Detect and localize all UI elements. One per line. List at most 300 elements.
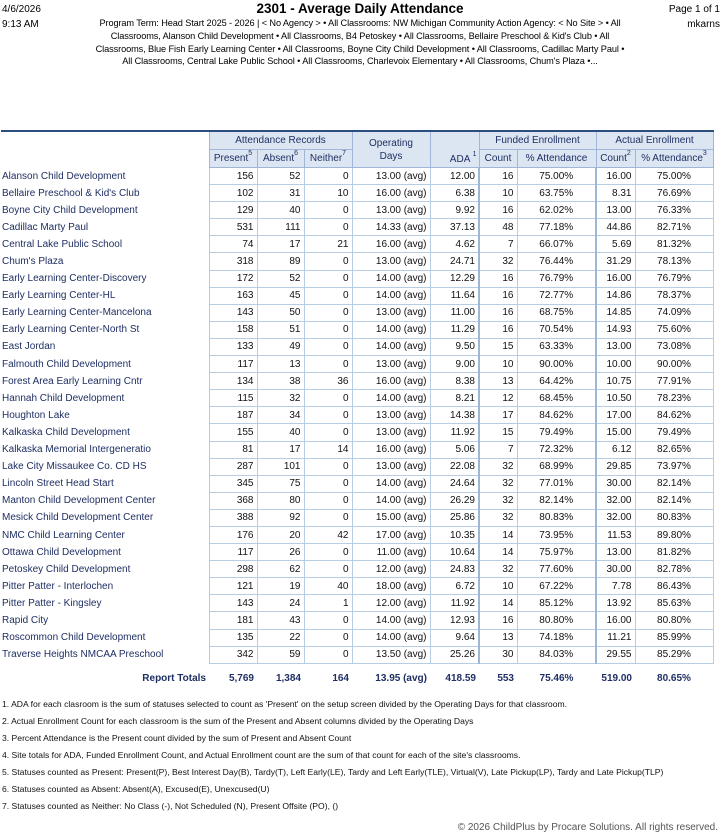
row-name: Roscommon Child Development bbox=[2, 632, 146, 644]
table-row bbox=[1, 304, 713, 321]
row-name: Houghton Lake bbox=[2, 409, 70, 421]
operating-days-cell: 13.00 (avg) bbox=[352, 356, 430, 373]
ada-label: ADA bbox=[449, 154, 470, 165]
total-actual-count: 519.00 bbox=[601, 673, 632, 685]
absent-header bbox=[257, 150, 304, 168]
actual-count-cell: 5.69 bbox=[596, 236, 635, 253]
operating-days-label: Operating Days bbox=[369, 137, 413, 162]
actual-count-cell: 14.85 bbox=[596, 304, 635, 321]
actual-count-label: Count bbox=[600, 153, 627, 164]
ada-cell: 10.64 bbox=[430, 544, 479, 561]
absent-cell: 52 bbox=[257, 270, 304, 287]
row-name: Lake City Missaukee Co. CD HS bbox=[2, 461, 147, 473]
funded-pct-cell: 77.01% bbox=[517, 475, 596, 492]
ada-cell: 11.00 bbox=[430, 304, 479, 321]
actual-pct-cell: 73.08% bbox=[635, 338, 713, 355]
actual-pct-cell: 89.80% bbox=[635, 526, 713, 543]
actual-count-cell: 10.75 bbox=[596, 373, 635, 390]
operating-days-cell: 12.00 (avg) bbox=[352, 595, 430, 612]
funded-pct-cell: 66.07% bbox=[517, 236, 596, 253]
actual-count-cell: 30.00 bbox=[596, 475, 635, 492]
report-datetime bbox=[2, 2, 41, 32]
actual-count-cell: 29.55 bbox=[596, 646, 635, 663]
absent-cell: 43 bbox=[257, 612, 304, 629]
table-row bbox=[1, 629, 713, 646]
ada-cell: 8.38 bbox=[430, 373, 479, 390]
neither-cell: 42 bbox=[304, 526, 352, 543]
present-cell: 143 bbox=[209, 595, 257, 612]
operating-days-cell: 12.00 (avg) bbox=[352, 561, 430, 578]
actual-count-cell: 32.00 bbox=[596, 492, 635, 509]
absent-cell: 38 bbox=[257, 373, 304, 390]
row-name: Petoskey Child Development bbox=[2, 563, 131, 575]
present-cell: 368 bbox=[209, 492, 257, 509]
row-name: Early Learning Center-Mancelona bbox=[2, 307, 152, 319]
table-row bbox=[1, 219, 713, 236]
ada-cell: 9.00 bbox=[430, 356, 479, 373]
ada-cell: 6.72 bbox=[430, 578, 479, 595]
absent-cell: 24 bbox=[257, 595, 304, 612]
total-absent: 1,384 bbox=[275, 673, 301, 685]
absent-cell: 19 bbox=[257, 578, 304, 595]
absent-label: Absent bbox=[262, 153, 295, 164]
table-row bbox=[1, 544, 713, 561]
present-footnote: 5 bbox=[248, 150, 253, 157]
absent-cell: 62 bbox=[257, 561, 304, 578]
operating-days-cell: 13.00 (avg) bbox=[352, 458, 430, 475]
row-name: Early Learning Center-Discovery bbox=[2, 273, 147, 285]
neither-cell: 0 bbox=[304, 561, 352, 578]
table-row bbox=[1, 612, 713, 629]
actual-pct-label: % Attendance bbox=[641, 153, 703, 164]
report-page-info bbox=[669, 2, 720, 32]
actual-pct-cell: 85.63% bbox=[635, 595, 713, 612]
neither-cell: 1 bbox=[304, 595, 352, 612]
table-row bbox=[1, 424, 713, 441]
actual-pct-footnote: 3 bbox=[702, 150, 707, 157]
absent-cell: 59 bbox=[257, 646, 304, 663]
neither-label: Neither bbox=[309, 153, 343, 164]
actual-pct-cell: 75.60% bbox=[635, 321, 713, 338]
table-row bbox=[1, 185, 713, 202]
footnote-4: 4. Site totals for ADA, Funded Enrollment Count, and Actual Enrollment count are the sum of that count for each of the site's classrooms. bbox=[2, 750, 521, 760]
present-cell: 156 bbox=[209, 168, 257, 185]
ada-cell: 9.64 bbox=[430, 629, 479, 646]
operating-days-cell: 14.00 (avg) bbox=[352, 475, 430, 492]
operating-days-cell: 13.00 (avg) bbox=[352, 424, 430, 441]
table-row bbox=[1, 270, 713, 287]
funded-pct-cell: 63.75% bbox=[517, 185, 596, 202]
absent-cell: 89 bbox=[257, 253, 304, 270]
funded-pct-cell: 62.02% bbox=[517, 202, 596, 219]
table-row bbox=[1, 526, 713, 543]
table-row bbox=[1, 253, 713, 270]
attendance-table bbox=[1, 130, 714, 690]
actual-pct-cell: 75.00% bbox=[635, 168, 713, 185]
report-title: 2301 - Average Daily Attendance bbox=[256, 1, 464, 16]
table-row bbox=[1, 338, 713, 355]
actual-pct-cell: 77.91% bbox=[635, 373, 713, 390]
neither-cell: 0 bbox=[304, 612, 352, 629]
operating-days-cell: 11.00 (avg) bbox=[352, 544, 430, 561]
present-cell: 531 bbox=[209, 219, 257, 236]
actual-pct-cell: 76.79% bbox=[635, 270, 713, 287]
funded-count-cell: 14 bbox=[479, 526, 517, 543]
funded-count-cell: 32 bbox=[479, 492, 517, 509]
operating-days-cell: 14.00 (avg) bbox=[352, 629, 430, 646]
footnote-2: 2. Actual Enrollment Count for each classroom is the sum of the Present and Absent columns divided by the Operating Days bbox=[2, 716, 474, 726]
table-row bbox=[1, 646, 713, 663]
ada-cell: 11.92 bbox=[430, 595, 479, 612]
operating-days-cell: 13.00 (avg) bbox=[352, 407, 430, 424]
funded-count-cell: 30 bbox=[479, 646, 517, 663]
actual-count-cell: 13.00 bbox=[596, 544, 635, 561]
present-cell: 143 bbox=[209, 304, 257, 321]
present-cell: 172 bbox=[209, 270, 257, 287]
actual-count-footnote: 2 bbox=[626, 150, 631, 157]
row-name: Hannah Child Development bbox=[2, 392, 125, 404]
funded-count-cell: 13 bbox=[479, 629, 517, 646]
table-row bbox=[1, 595, 713, 612]
report-date: 4/6/2026 bbox=[2, 4, 41, 15]
funded-count-cell: 32 bbox=[479, 509, 517, 526]
operating-days-cell: 16.00 (avg) bbox=[352, 441, 430, 458]
operating-days-cell: 16.00 (avg) bbox=[352, 373, 430, 390]
ada-cell: 26.29 bbox=[430, 492, 479, 509]
actual-count-cell: 13.00 bbox=[596, 338, 635, 355]
actual-pct-cell: 85.99% bbox=[635, 629, 713, 646]
actual-count-cell: 14.93 bbox=[596, 321, 635, 338]
actual-count-cell: 31.29 bbox=[596, 253, 635, 270]
present-cell: 318 bbox=[209, 253, 257, 270]
report-time: 9:13 AM bbox=[2, 19, 39, 30]
ada-cell: 12.29 bbox=[430, 270, 479, 287]
operating-days-cell: 18.00 (avg) bbox=[352, 578, 430, 595]
table-row bbox=[1, 578, 713, 595]
absent-cell: 31 bbox=[257, 185, 304, 202]
present-cell: 388 bbox=[209, 509, 257, 526]
operating-days-cell: 13.00 (avg) bbox=[352, 253, 430, 270]
funded-count-cell: 32 bbox=[479, 475, 517, 492]
operating-days-cell: 16.00 (avg) bbox=[352, 236, 430, 253]
operating-days-cell: 14.00 (avg) bbox=[352, 321, 430, 338]
present-cell: 187 bbox=[209, 407, 257, 424]
row-name: Kalkaska Child Development bbox=[2, 426, 130, 438]
funded-pct-cell: 77.60% bbox=[517, 561, 596, 578]
present-cell: 342 bbox=[209, 646, 257, 663]
actual-count-cell: 16.00 bbox=[596, 168, 635, 185]
funded-count-cell: 16 bbox=[479, 612, 517, 629]
operating-days-cell: 14.00 (avg) bbox=[352, 492, 430, 509]
table-row bbox=[1, 390, 713, 407]
neither-cell: 0 bbox=[304, 509, 352, 526]
actual-pct-cell: 81.82% bbox=[635, 544, 713, 561]
present-cell: 81 bbox=[209, 441, 257, 458]
actual-pct-cell: 76.33% bbox=[635, 202, 713, 219]
report-totals-row bbox=[1, 663, 713, 690]
funded-pct-cell: 70.54% bbox=[517, 321, 596, 338]
funded-pct-cell: 72.77% bbox=[517, 287, 596, 304]
neither-cell: 0 bbox=[304, 168, 352, 185]
ada-cell: 24.64 bbox=[430, 475, 479, 492]
funded-pct-cell: 76.79% bbox=[517, 270, 596, 287]
ada-cell: 10.35 bbox=[430, 526, 479, 543]
total-present: 5,769 bbox=[228, 673, 254, 685]
actual-count-cell: 30.00 bbox=[596, 561, 635, 578]
present-cell: 102 bbox=[209, 185, 257, 202]
neither-cell: 36 bbox=[304, 373, 352, 390]
present-cell: 121 bbox=[209, 578, 257, 595]
ada-cell: 11.29 bbox=[430, 321, 479, 338]
actual-count-cell: 29.85 bbox=[596, 458, 635, 475]
funded-pct-cell: 67.22% bbox=[517, 578, 596, 595]
present-cell: 181 bbox=[209, 612, 257, 629]
row-name: Lincoln Street Head Start bbox=[2, 478, 114, 490]
row-name: Ottawa Child Development bbox=[2, 546, 121, 558]
absent-cell: 13 bbox=[257, 356, 304, 373]
funded-pct-cell: 85.12% bbox=[517, 595, 596, 612]
ada-cell: 4.62 bbox=[430, 236, 479, 253]
ada-cell: 24.71 bbox=[430, 253, 479, 270]
operating-days-cell: 13.00 (avg) bbox=[352, 168, 430, 185]
actual-count-cell: 6.12 bbox=[596, 441, 635, 458]
present-cell: 129 bbox=[209, 202, 257, 219]
absent-cell: 32 bbox=[257, 390, 304, 407]
neither-cell: 0 bbox=[304, 287, 352, 304]
actual-count-cell: 15.00 bbox=[596, 424, 635, 441]
funded-count-cell: 16 bbox=[479, 202, 517, 219]
funded-count-cell: 12 bbox=[479, 390, 517, 407]
row-name: NMC Child Learning Center bbox=[2, 529, 125, 541]
total-funded-pct: 75.46% bbox=[539, 673, 574, 685]
operating-days-cell: 13.50 (avg) bbox=[352, 646, 430, 663]
actual-count-cell: 13.00 bbox=[596, 202, 635, 219]
present-cell: 115 bbox=[209, 390, 257, 407]
actual-pct-cell: 79.49% bbox=[635, 424, 713, 441]
funded-pct-cell: 74.18% bbox=[517, 629, 596, 646]
row-name: Early Learning Center-North St bbox=[2, 324, 140, 336]
row-name: Rapid City bbox=[2, 614, 49, 626]
present-label: Present bbox=[213, 153, 249, 164]
actual-pct-cell: 73.97% bbox=[635, 458, 713, 475]
neither-cell: 0 bbox=[304, 544, 352, 561]
neither-cell: 0 bbox=[304, 202, 352, 219]
footnotes bbox=[2, 699, 720, 818]
actual-pct-cell: 78.23% bbox=[635, 390, 713, 407]
ada-cell: 22.08 bbox=[430, 458, 479, 475]
ada-cell: 9.92 bbox=[430, 202, 479, 219]
row-name: Manton Child Development Center bbox=[2, 495, 156, 507]
operating-days-cell: 14.00 (avg) bbox=[352, 338, 430, 355]
row-name: Alanson Child Development bbox=[2, 170, 126, 182]
present-header bbox=[209, 150, 257, 168]
absent-cell: 40 bbox=[257, 202, 304, 219]
funded-count-cell: 10 bbox=[479, 578, 517, 595]
neither-cell: 0 bbox=[304, 253, 352, 270]
funded-count-cell: 32 bbox=[479, 458, 517, 475]
total-neither: 164 bbox=[332, 673, 349, 685]
neither-cell: 21 bbox=[304, 236, 352, 253]
actual-count-cell: 44.86 bbox=[596, 219, 635, 236]
operating-days-cell: 13.00 (avg) bbox=[352, 304, 430, 321]
actual-pct-cell: 82.14% bbox=[635, 475, 713, 492]
total-actual-pct: 80.65% bbox=[657, 673, 691, 685]
row-name: Pitter Patter - Kingsley bbox=[2, 597, 102, 609]
table-row bbox=[1, 458, 713, 475]
actual-pct-cell: 80.80% bbox=[635, 612, 713, 629]
funded-count-cell: 15 bbox=[479, 424, 517, 441]
absent-cell: 111 bbox=[257, 219, 304, 236]
row-name: Bellaire Preschool & Kid's Club bbox=[2, 187, 140, 199]
total-operating-days: 13.95 (avg) bbox=[375, 673, 427, 685]
neither-cell: 10 bbox=[304, 185, 352, 202]
funded-pct-cell: 76.44% bbox=[517, 253, 596, 270]
operating-days-cell: 14.00 (avg) bbox=[352, 270, 430, 287]
ada-cell: 12.00 bbox=[430, 168, 479, 185]
funded-pct-cell: 80.83% bbox=[517, 509, 596, 526]
neither-cell: 40 bbox=[304, 578, 352, 595]
neither-cell: 0 bbox=[304, 356, 352, 373]
neither-cell: 0 bbox=[304, 475, 352, 492]
actual-pct-cell: 81.32% bbox=[635, 236, 713, 253]
table-row bbox=[1, 509, 713, 526]
funded-count-cell: 17 bbox=[479, 407, 517, 424]
funded-pct-cell: 84.62% bbox=[517, 407, 596, 424]
actual-pct-header bbox=[635, 150, 713, 168]
row-name: Mesick Child Development Center bbox=[2, 512, 154, 524]
total-ada: 418.59 bbox=[445, 673, 476, 685]
actual-count-cell: 16.00 bbox=[596, 270, 635, 287]
operating-days-cell: 16.00 (avg) bbox=[352, 185, 430, 202]
operating-days-header bbox=[352, 131, 430, 168]
neither-cell: 0 bbox=[304, 304, 352, 321]
funded-count-cell: 48 bbox=[479, 219, 517, 236]
neither-cell: 0 bbox=[304, 629, 352, 646]
funded-count-cell: 10 bbox=[479, 356, 517, 373]
funded-enrollment-header: Funded Enrollment bbox=[479, 131, 596, 150]
row-name: Pitter Patter - Interlochen bbox=[2, 580, 114, 592]
ada-cell: 25.86 bbox=[430, 509, 479, 526]
actual-count-cell: 16.00 bbox=[596, 612, 635, 629]
funded-pct-cell: 84.03% bbox=[517, 646, 596, 663]
actual-enrollment-header: Actual Enrollment bbox=[596, 131, 713, 150]
funded-count-cell: 13 bbox=[479, 373, 517, 390]
funded-pct-cell: 64.42% bbox=[517, 373, 596, 390]
funded-count-cell: 32 bbox=[479, 253, 517, 270]
funded-pct-cell: 90.00% bbox=[517, 356, 596, 373]
funded-count-cell: 16 bbox=[479, 270, 517, 287]
ada-cell: 11.64 bbox=[430, 287, 479, 304]
funded-count-cell: 16 bbox=[479, 168, 517, 185]
actual-pct-cell: 82.65% bbox=[635, 441, 713, 458]
footnote-7: 7. Statuses counted as Neither: No Class (-), Not Scheduled (N), Present Offsite (PO), () bbox=[2, 801, 339, 811]
table-row bbox=[1, 236, 713, 253]
funded-count-cell: 14 bbox=[479, 595, 517, 612]
neither-cell: 0 bbox=[304, 390, 352, 407]
neither-footnote: 7 bbox=[342, 150, 347, 157]
ada-cell: 8.21 bbox=[430, 390, 479, 407]
actual-pct-cell: 74.09% bbox=[635, 304, 713, 321]
absent-cell: 101 bbox=[257, 458, 304, 475]
attendance-records-header: Attendance Records bbox=[209, 131, 352, 150]
neither-cell: 0 bbox=[304, 407, 352, 424]
footnote-6: 6. Statuses counted as Absent: Absent(A), Excused(E), Unexcused(U) bbox=[2, 784, 270, 794]
neither-cell: 0 bbox=[304, 492, 352, 509]
funded-pct-header: % Attendance bbox=[517, 150, 596, 168]
funded-pct-cell: 79.49% bbox=[517, 424, 596, 441]
absent-cell: 20 bbox=[257, 526, 304, 543]
row-name: Cadillac Marty Paul bbox=[2, 221, 89, 233]
table-row bbox=[1, 202, 713, 219]
row-name: East Jordan bbox=[2, 341, 56, 353]
page-indicator: Page 1 of 1 bbox=[668, 4, 720, 15]
actual-pct-cell: 82.78% bbox=[635, 561, 713, 578]
operating-days-cell: 13.00 (avg) bbox=[352, 202, 430, 219]
funded-count-cell: 10 bbox=[479, 185, 517, 202]
table-row bbox=[1, 321, 713, 338]
absent-cell: 22 bbox=[257, 629, 304, 646]
neither-cell: 0 bbox=[304, 270, 352, 287]
footnote-1: 1. ADA for each clasroom is the sum of statuses selected to count as 'Present' on the setup screen divided by the Operating Days for that classroom. bbox=[2, 699, 568, 709]
present-cell: 298 bbox=[209, 561, 257, 578]
funded-pct-cell: 77.18% bbox=[517, 219, 596, 236]
actual-pct-cell: 82.14% bbox=[635, 492, 713, 509]
ada-cell: 9.50 bbox=[430, 338, 479, 355]
actual-pct-cell: 84.62% bbox=[635, 407, 713, 424]
total-funded-count: 553 bbox=[497, 673, 514, 685]
funded-count-cell: 16 bbox=[479, 321, 517, 338]
funded-count-cell: 14 bbox=[479, 544, 517, 561]
ada-cell: 14.38 bbox=[430, 407, 479, 424]
row-name: Traverse Heights NMCAA Preschool bbox=[2, 649, 164, 661]
funded-pct-cell: 68.45% bbox=[517, 390, 596, 407]
table-row bbox=[1, 287, 713, 304]
actual-count-cell: 13.92 bbox=[596, 595, 635, 612]
ada-header bbox=[430, 131, 479, 168]
funded-count-cell: 7 bbox=[479, 441, 517, 458]
present-cell: 287 bbox=[209, 458, 257, 475]
ada-footnote: 1 bbox=[472, 151, 477, 158]
actual-count-cell: 17.00 bbox=[596, 407, 635, 424]
present-cell: 155 bbox=[209, 424, 257, 441]
totals-label: Report Totals bbox=[142, 672, 206, 684]
present-cell: 134 bbox=[209, 373, 257, 390]
funded-pct-cell: 75.97% bbox=[517, 544, 596, 561]
actual-count-cell: 11.53 bbox=[596, 526, 635, 543]
absent-footnote: 6 bbox=[294, 150, 299, 157]
absent-cell: 34 bbox=[257, 407, 304, 424]
funded-count-cell: 16 bbox=[479, 304, 517, 321]
absent-cell: 17 bbox=[257, 236, 304, 253]
row-name: Falmouth Child Development bbox=[2, 358, 131, 370]
neither-cell: 0 bbox=[304, 338, 352, 355]
funded-pct-cell: 68.75% bbox=[517, 304, 596, 321]
funded-count-cell: 16 bbox=[479, 287, 517, 304]
report-header bbox=[90, 0, 630, 68]
absent-cell: 80 bbox=[257, 492, 304, 509]
neither-cell: 0 bbox=[304, 424, 352, 441]
operating-days-cell: 15.00 (avg) bbox=[352, 509, 430, 526]
funded-count-cell: 7 bbox=[479, 236, 517, 253]
present-cell: 163 bbox=[209, 287, 257, 304]
neither-cell: 0 bbox=[304, 321, 352, 338]
row-name: Kalkaska Memorial Intergeneratio bbox=[2, 444, 151, 456]
actual-pct-cell: 85.29% bbox=[635, 646, 713, 663]
footnote-3: 3. Percent Attendance is the Present count divided by the sum of Present and Absent Count bbox=[2, 733, 352, 743]
absent-cell: 49 bbox=[257, 338, 304, 355]
username: mkarns bbox=[687, 19, 720, 30]
table-row bbox=[1, 441, 713, 458]
